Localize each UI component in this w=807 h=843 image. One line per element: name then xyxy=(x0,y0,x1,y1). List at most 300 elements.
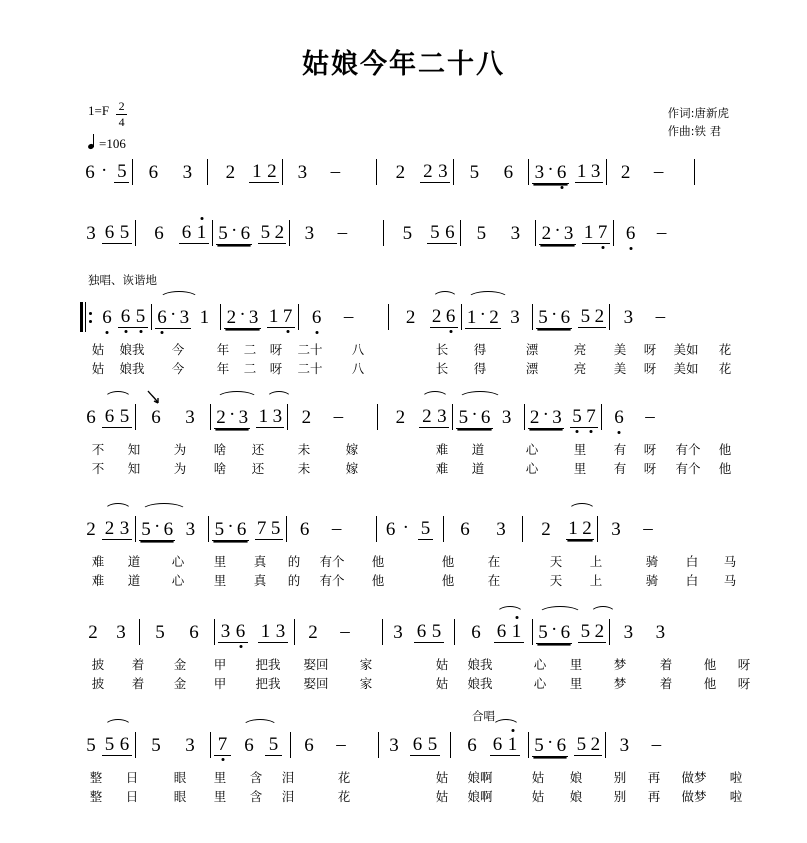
lyric-row-verse2 xyxy=(80,571,737,590)
measure xyxy=(532,155,602,189)
measure xyxy=(380,512,433,546)
measure xyxy=(298,615,362,649)
measure xyxy=(96,300,148,334)
lyric: 心 xyxy=(533,676,547,691)
lyric: 里 xyxy=(569,676,583,691)
note: 5 xyxy=(427,733,438,755)
lyric: 嫁 xyxy=(345,442,359,457)
slur xyxy=(590,606,616,614)
lyric: 他 xyxy=(703,676,717,691)
lyric: 甲 xyxy=(213,657,227,672)
note: 5 xyxy=(270,517,281,539)
performance-mark-solo: 独唱、诙谐地 xyxy=(88,273,157,287)
note: 6 xyxy=(234,622,248,641)
measure xyxy=(80,728,132,762)
dot-prolongation: · xyxy=(554,220,561,241)
lyric: 有个 xyxy=(675,461,701,476)
sustain-dash: – xyxy=(651,734,662,755)
lyric: 再 xyxy=(647,770,661,785)
note: 3 xyxy=(182,161,193,183)
note: 1 xyxy=(260,620,271,642)
lyric: 有个 xyxy=(319,573,345,588)
slur xyxy=(266,391,292,399)
note: 5 xyxy=(134,307,148,326)
measure xyxy=(454,728,520,762)
measure xyxy=(465,300,529,334)
note: 2 xyxy=(267,160,277,182)
lyric: 骑 xyxy=(645,573,659,588)
note: 2 xyxy=(620,161,631,183)
lyric: 的 xyxy=(287,573,301,588)
lyric-row-verse1 xyxy=(80,655,751,674)
note: 2 xyxy=(226,307,237,328)
note: 5 xyxy=(214,519,225,540)
lyric: 娘 xyxy=(569,770,583,785)
sustain-dash: – xyxy=(336,734,346,755)
lyric: 他 xyxy=(441,573,455,588)
dot-prolongation: · xyxy=(547,732,554,753)
note: 2 xyxy=(301,406,312,428)
note: 3 xyxy=(534,162,545,183)
measure xyxy=(381,400,449,434)
barline xyxy=(151,304,152,330)
note: 6 xyxy=(445,221,455,243)
repeat-start-sign xyxy=(80,302,92,332)
measure xyxy=(143,615,211,649)
time-signature xyxy=(116,100,127,128)
measure xyxy=(528,400,598,434)
barline xyxy=(132,159,133,185)
barline xyxy=(376,159,377,185)
lyric: 家 xyxy=(359,657,373,672)
note: 5 xyxy=(151,734,161,756)
note: 6 xyxy=(236,519,247,540)
barline xyxy=(450,732,451,758)
barline xyxy=(210,404,211,430)
lyric: 金 xyxy=(173,676,187,691)
lyric: 姑 xyxy=(91,342,105,357)
note-row-1 xyxy=(80,155,730,189)
lyric-row-verse1 xyxy=(80,340,730,359)
note: 6 xyxy=(119,733,130,755)
note: 6 xyxy=(148,161,159,183)
slur xyxy=(432,291,458,299)
sustain-dash: – xyxy=(653,161,664,182)
lyric: 花 xyxy=(337,789,351,804)
measure xyxy=(293,216,359,250)
lyric: 的 xyxy=(287,554,301,569)
slur xyxy=(159,291,199,299)
note: 3 xyxy=(510,306,520,328)
note: 6 xyxy=(86,406,96,428)
lyric: 年 xyxy=(216,361,230,376)
lyric: 嫁 xyxy=(345,461,359,476)
measure xyxy=(456,400,520,434)
note: 2 xyxy=(395,161,406,183)
lyric: 有 xyxy=(613,442,627,457)
barline xyxy=(383,220,384,246)
note: 6 xyxy=(605,408,633,427)
slur xyxy=(104,719,132,727)
note: 3 xyxy=(655,621,666,643)
lyric: 二 xyxy=(243,342,257,357)
lyric: 骑 xyxy=(645,554,659,569)
note: 3 xyxy=(185,518,196,540)
lyric: 娶回 xyxy=(303,676,329,691)
measure xyxy=(613,615,677,649)
note: 6 xyxy=(299,518,310,540)
note: 3 xyxy=(437,405,447,427)
slur xyxy=(216,391,258,399)
barline xyxy=(532,619,533,645)
measure xyxy=(211,155,279,189)
lyric: 着 xyxy=(131,657,145,672)
measure xyxy=(294,728,358,762)
note: 3 xyxy=(248,307,259,328)
barline xyxy=(694,159,695,185)
barline xyxy=(139,619,140,645)
quarter-note-icon xyxy=(88,136,98,150)
lyric: 做梦 xyxy=(681,770,707,785)
lyric: 啥 xyxy=(213,461,227,476)
dot-prolongation: · xyxy=(471,404,478,425)
lyric: 有个 xyxy=(319,554,345,569)
lyricist-credit: 作词:唐新虎 xyxy=(667,106,729,120)
note: 3 xyxy=(185,734,195,756)
dot-prolongation: · xyxy=(402,517,409,538)
note: 5 xyxy=(402,222,413,244)
note: 6 xyxy=(104,221,115,243)
lyric-row-verse2 xyxy=(80,359,730,378)
note: 6 xyxy=(412,733,423,755)
barline xyxy=(453,159,454,185)
sustain-dash: – xyxy=(340,621,350,642)
lyric: 长 xyxy=(435,361,449,376)
measure xyxy=(212,512,282,546)
note: 6 xyxy=(385,518,396,540)
note: 2 xyxy=(216,407,226,428)
lyric: 里 xyxy=(213,789,227,804)
note: 5 xyxy=(572,405,582,427)
note: 3 xyxy=(304,222,315,244)
note: 3 xyxy=(510,222,521,244)
lyric: 道 xyxy=(127,573,141,588)
lyric: 美如 xyxy=(673,342,699,357)
lyric: 道 xyxy=(471,442,485,457)
lyric: 不 xyxy=(91,461,105,476)
measure xyxy=(216,216,286,250)
sustain-dash: – xyxy=(656,222,667,243)
lyric: 道 xyxy=(471,461,485,476)
measure xyxy=(224,300,294,334)
measure xyxy=(605,400,667,434)
measure xyxy=(80,512,132,546)
lyric: 未 xyxy=(297,442,311,457)
note: 1 xyxy=(268,305,279,327)
music-system-2 xyxy=(80,216,730,250)
lyric-row-verse2 xyxy=(80,674,751,693)
lyric: 娶回 xyxy=(303,657,329,672)
note: 7 xyxy=(597,221,608,243)
note: 5 xyxy=(580,305,591,327)
slur xyxy=(496,606,524,614)
note: 1 xyxy=(510,622,524,641)
sustain-dash: – xyxy=(645,406,655,427)
lyric: 天 xyxy=(549,573,563,588)
lyric: 长 xyxy=(435,342,449,357)
note: 1 xyxy=(576,160,587,182)
measure xyxy=(214,728,282,762)
measure xyxy=(386,615,444,649)
note: 6 xyxy=(445,305,456,327)
music-system-5 xyxy=(80,512,737,590)
note: 5 xyxy=(431,620,442,642)
measure xyxy=(80,615,136,649)
note: 5 xyxy=(538,307,548,328)
lyric: 有个 xyxy=(675,442,701,457)
note: 2 xyxy=(422,405,432,427)
lyric: 他 xyxy=(371,573,385,588)
note: 6 xyxy=(471,621,481,643)
note-row-2 xyxy=(80,216,730,250)
note: 3 xyxy=(119,517,130,539)
measure xyxy=(526,512,594,546)
lyric: 呀 xyxy=(269,342,283,357)
note: 6 xyxy=(556,162,567,183)
slur xyxy=(242,719,278,727)
barline xyxy=(601,404,602,430)
lyric: 披 xyxy=(91,657,105,672)
lyric: 呀 xyxy=(737,657,751,672)
measure xyxy=(387,216,457,250)
lyric: 他 xyxy=(718,442,732,457)
barline xyxy=(286,516,287,542)
lyric: 呀 xyxy=(643,442,657,457)
music-system-4 xyxy=(80,400,730,478)
music-system-3 xyxy=(80,272,730,378)
measure xyxy=(458,615,524,649)
lyric: 二十 xyxy=(297,361,323,376)
dot-prolongation: · xyxy=(231,220,238,241)
lyric: 含 xyxy=(249,770,263,785)
dot-prolongation: · xyxy=(547,159,554,180)
lyric: 真 xyxy=(253,554,267,569)
lyric: 马 xyxy=(723,573,737,588)
lyric: 家 xyxy=(359,676,373,691)
sustain-dash: – xyxy=(343,306,354,327)
lyric: 难 xyxy=(91,573,105,588)
lyric: 娘啊 xyxy=(467,770,493,785)
barline xyxy=(298,304,299,330)
barline xyxy=(135,732,136,758)
lyric: 难 xyxy=(435,442,449,457)
measure xyxy=(457,155,525,189)
measure xyxy=(609,728,673,762)
sustain-dash: – xyxy=(655,306,666,327)
note: 6 xyxy=(556,735,567,756)
lyric: 今 xyxy=(171,342,185,357)
note: 6 xyxy=(460,518,470,540)
lyric: 金 xyxy=(173,657,187,672)
lyric: 整 xyxy=(89,789,103,804)
dot-prolongation: · xyxy=(239,304,246,325)
dot-prolongation: · xyxy=(550,304,558,325)
lyric: 今 xyxy=(171,361,185,376)
lyric: 漂 xyxy=(525,342,539,357)
slur xyxy=(104,503,132,511)
note: 3 xyxy=(86,222,96,244)
note: 2 xyxy=(104,517,115,539)
barline xyxy=(613,220,614,246)
lyric: 心 xyxy=(525,461,539,476)
note: 1 xyxy=(466,307,477,328)
lyric: 在 xyxy=(487,573,501,588)
lyric: 呀 xyxy=(269,361,283,376)
page-title: 姑娘今年二十八 xyxy=(302,49,505,80)
lyric: 八 xyxy=(351,361,365,376)
lyric: 在 xyxy=(487,554,501,569)
barline xyxy=(388,304,389,330)
lyric: 真 xyxy=(253,573,267,588)
lyric: 花 xyxy=(718,342,732,357)
lyric: 心 xyxy=(171,554,185,569)
lyric: 白 xyxy=(685,573,699,588)
lyric: 马 xyxy=(723,554,737,569)
key-tempo-block xyxy=(88,99,127,151)
barline xyxy=(210,732,211,758)
lyric: 啥 xyxy=(213,442,227,457)
lyric-row-verse1 xyxy=(80,440,730,459)
lyric: 难 xyxy=(435,461,449,476)
barline xyxy=(135,404,136,430)
dot-prolongation: · xyxy=(542,404,549,425)
note: 3 xyxy=(501,406,512,428)
lyric: 白 xyxy=(685,554,699,569)
note-row-6 xyxy=(80,615,730,649)
barline xyxy=(376,516,377,542)
barline xyxy=(461,304,462,330)
barline xyxy=(207,159,208,185)
lyric: 他 xyxy=(371,554,385,569)
lyric: 还 xyxy=(251,461,265,476)
note: 2 xyxy=(395,406,406,428)
time-signature-numerator: 2 xyxy=(118,99,125,113)
slur xyxy=(141,503,187,511)
barline xyxy=(528,732,529,758)
lyric: 着 xyxy=(131,676,145,691)
note: 6 xyxy=(163,519,174,540)
note: 2 xyxy=(529,407,540,428)
lyric: 啦 xyxy=(729,770,743,785)
lyric: 上 xyxy=(589,554,603,569)
music-system-1 xyxy=(80,155,730,189)
lyric: 得 xyxy=(473,342,487,357)
note: 3 xyxy=(623,306,634,328)
lyric: 姑 xyxy=(435,789,449,804)
lyric: 道 xyxy=(127,554,141,569)
lyric: 姑 xyxy=(91,361,105,376)
lyric: 有 xyxy=(613,461,627,476)
barline xyxy=(135,516,136,542)
note: 5 xyxy=(119,221,130,243)
dot-prolongation: · xyxy=(170,304,177,325)
lyric: 心 xyxy=(533,657,547,672)
note: 6 xyxy=(151,406,161,428)
note: 5 xyxy=(155,621,165,643)
lyric: 里 xyxy=(573,442,587,457)
lyric: 含 xyxy=(249,789,263,804)
lyric-row-verse2 xyxy=(80,787,743,806)
lyric: 还 xyxy=(251,442,265,457)
barline xyxy=(522,516,523,542)
note: 3 xyxy=(438,160,448,182)
lyric: 把我 xyxy=(255,657,281,672)
lyric: 整 xyxy=(89,770,103,785)
note: 3 xyxy=(116,621,126,643)
lyric: 亮 xyxy=(573,361,587,376)
note: 2 xyxy=(590,733,601,755)
note: 3 xyxy=(275,620,286,642)
lyric: 着 xyxy=(659,676,673,691)
note: 3 xyxy=(389,734,399,756)
dot-prolongation: · xyxy=(227,516,234,537)
measure xyxy=(536,615,606,649)
slur xyxy=(538,606,582,614)
note: 2 xyxy=(431,305,442,327)
note: 6 xyxy=(560,622,571,643)
slur xyxy=(458,391,502,399)
lyric: 娘我 xyxy=(119,361,145,376)
lyric: 梦 xyxy=(613,676,627,691)
note: 5 xyxy=(218,223,228,244)
measure xyxy=(80,155,129,189)
note: 6 xyxy=(96,308,118,327)
note: 7 xyxy=(215,735,231,754)
measure xyxy=(286,155,352,189)
lyric: 知 xyxy=(127,442,141,457)
lyric: 披 xyxy=(91,676,105,691)
lyric: 天 xyxy=(549,554,563,569)
note: 2 xyxy=(541,223,552,244)
lyric: 呀 xyxy=(643,461,657,476)
lyric: 娘啊 xyxy=(467,789,493,804)
sustain-dash: – xyxy=(333,406,344,427)
lyric: 他 xyxy=(441,554,455,569)
note: 5 xyxy=(86,734,96,756)
note-row-7 xyxy=(80,728,730,762)
lyric: 把我 xyxy=(255,676,281,691)
note-row-4 xyxy=(80,400,730,434)
lyric: 为 xyxy=(173,442,187,457)
lyric: 姑 xyxy=(531,789,545,804)
lyric: 他 xyxy=(718,461,732,476)
lyric: 别 xyxy=(613,789,627,804)
note: 6 xyxy=(189,621,199,643)
measure xyxy=(139,400,207,434)
note: 6 xyxy=(240,223,251,244)
sustain-dash: – xyxy=(337,222,348,243)
lyric: 里 xyxy=(569,657,583,672)
measure xyxy=(80,216,132,250)
note: 5 xyxy=(430,221,440,243)
note: 2 xyxy=(86,518,96,540)
barline xyxy=(605,732,606,758)
note: 3 xyxy=(185,406,195,428)
note: 2 xyxy=(594,305,605,327)
note: 5 xyxy=(104,733,115,755)
measure xyxy=(382,728,440,762)
note: 3 xyxy=(272,405,283,427)
